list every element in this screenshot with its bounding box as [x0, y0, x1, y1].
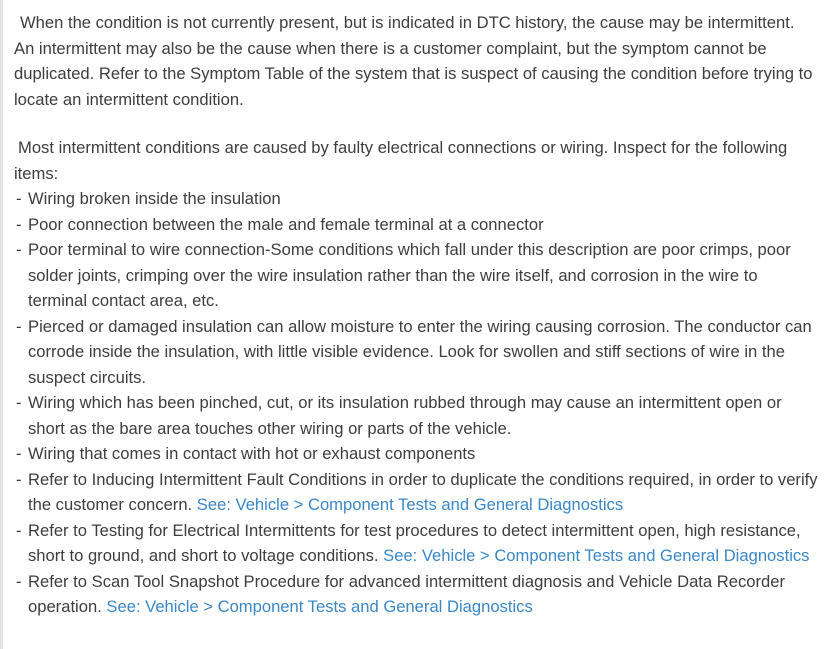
bullet-dash: - — [16, 214, 22, 234]
left-margin-rule — [0, 0, 3, 649]
bullet-dash: - — [16, 444, 22, 463]
bullet-dash: - — [16, 189, 22, 208]
inspection-intro-paragraph: Most intermittent conditions are caused by faulty electrical connections or wiring. Inspect for the following items: — [14, 138, 788, 183]
list-item-text: Poor terminal to wire connection-Some conditions which fall under this description are poor crimps, poor solder joints, crimping over the wire insulation rather than the wire itself, and corrosion in the wire to terminal contact area, etc. — [28, 240, 791, 310]
bullet-dash: - — [16, 520, 22, 540]
list-item-text: Wiring broken inside the insulation — [28, 189, 281, 208]
reference-link[interactable]: See: Vehicle > Component Tests and General Diagnostics — [106, 597, 533, 616]
intermittent-conditions-paragraph: When the condition is not currently present, but is indicated in DTC history, the cause may be intermittent. An intermittent may also be the cause when there is a customer complaint, but the symptom cannot be duplicated. Refer to the Symptom Table of the system that is suspect of causing the condition before trying to locate an intermittent condition. — [14, 13, 813, 109]
bullet-dash: - — [16, 240, 22, 259]
list-item — [14, 314, 818, 391]
list-item-text: Poor connection between the male and female terminal at a connector — [28, 214, 544, 234]
list-item — [14, 441, 818, 467]
list-item — [14, 186, 818, 212]
list-item — [14, 467, 818, 518]
list-item-text: Refer to Testing for Electrical Intermittents for test procedures to detect intermittent open, high resistance, short to ground, and short to voltage conditions. — [28, 520, 801, 565]
list-item — [14, 569, 818, 620]
bullet-dash: - — [16, 469, 22, 489]
list-item-text: Pierced or damaged insulation can allow moisture to enter the wiring causing corrosion. The conductor can corrode inside the insulation, with little visible evidence. Look for swollen and stiff sections of wire in the suspect circuits. — [28, 316, 812, 387]
inspection-items-list — [14, 186, 818, 620]
list-item — [14, 237, 818, 314]
bullet-dash: - — [16, 571, 22, 591]
list-item-text: Refer to Inducing Intermittent Fault Conditions in order to duplicate the conditions required, in order to verify the customer concern. — [28, 469, 818, 514]
reference-link[interactable]: See: Vehicle > Component Tests and General Diagnostics — [196, 495, 624, 514]
list-item-text: Refer to Scan Tool Snapshot Procedure for advanced intermittent diagnosis and Vehicle Data Recorder operation. — [28, 571, 785, 616]
list-item — [14, 390, 818, 441]
list-item — [14, 518, 818, 569]
list-item — [14, 212, 818, 238]
reference-link[interactable]: See: Vehicle > Component Tests and General Diagnostics — [383, 546, 810, 565]
list-item-text: Wiring which has been pinched, cut, or its insulation rubbed through may cause an intermittent open or short as the bare area touches other wiring or parts of the vehicle. — [28, 393, 782, 438]
bullet-dash: - — [16, 393, 22, 412]
bullet-dash: - — [16, 316, 22, 336]
list-item-text: Wiring that comes in contact with hot or exhaust components — [28, 444, 476, 463]
